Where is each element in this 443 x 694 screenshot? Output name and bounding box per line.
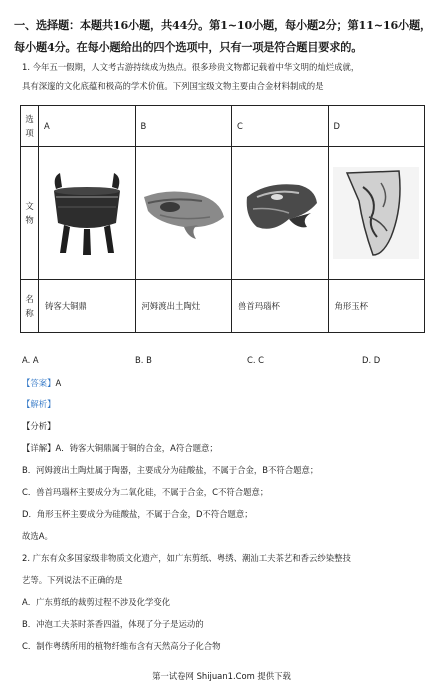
detail-line: 【详解】A．铸客大铜鼎属于铜的合金，A符合题意； — [22, 443, 218, 453]
q2-line: 艺等。下列说法不正确的是 — [22, 575, 123, 585]
q2-option-line: B．冲泡工夫茶时茶香四溢，体现了分子是运动的 — [22, 619, 204, 629]
q1-intro-line-2: 具有深邃的文化底蕴和极高的学术价值。下列国宝级文物主要由合金材料制成的是 — [22, 81, 324, 91]
q2-option-line: A．广东剪纸的裁剪过程不涉及化学变化 — [22, 597, 171, 607]
q2-option-line: C．制作粤绣所用的植物纤维布含有天然高分子化合物 — [22, 641, 221, 651]
detail-line: C．兽首玛瑙杯主要成分为二氧化硅，不属于合金，C不符合题意； — [22, 487, 269, 497]
relic-cell-b — [135, 147, 232, 280]
q2-line: 2. 广东有众多国家级非物质文化遗产，如广东剪纸、粤绣、潮汕工夫茶艺和香云纱染整技 — [22, 553, 351, 563]
row-label-option — [21, 106, 39, 147]
relic-name-d: 角形玉杯 — [328, 280, 425, 333]
choice-c: C. C — [247, 355, 265, 365]
answer-line — [22, 377, 61, 389]
choice-a: A. A — [22, 355, 39, 365]
analysis-tag: 【解析】 — [22, 399, 56, 409]
option-header-a: A — [39, 106, 136, 147]
relic-name-b: 河姆渡出土陶灶 — [135, 280, 232, 333]
detail-line: B．河姆渡出土陶灶属于陶器，主要成分为硅酸盐，不属于合金，B不符合题意； — [22, 465, 319, 475]
relic-name-a: 铸客大铜鼎 — [39, 280, 136, 333]
choice-d: D. D — [362, 355, 381, 365]
detail-line: D．角形玉杯主要成分为硅酸盐，不属于合金，D不符合题意； — [22, 509, 253, 519]
q1-intro-line-1: 1. 今年五一假期，人文考古游持续成为热点。很多珍贵文物都记载着中华文明的灿烂成就， — [22, 62, 360, 72]
relic-cell-a — [39, 147, 136, 280]
answer-tag: 【答案】 — [22, 378, 56, 388]
row-label-name-text: 名称 — [25, 294, 34, 318]
option-header-b: B — [135, 106, 232, 147]
page-footer: 第一试卷网 Shijuan1.Com 提供下载 — [152, 671, 291, 681]
row-label-option-text: 选项 — [25, 114, 34, 138]
fenxi-tag: 【分析】 — [22, 421, 56, 431]
choice-b: B. B — [135, 355, 152, 365]
option-row — [21, 106, 425, 147]
relic-image-row — [21, 147, 425, 280]
relic-cell-c — [232, 147, 329, 280]
relic-name-c: 兽首玛瑙杯 — [232, 280, 329, 333]
row-label-name — [21, 280, 39, 333]
row-label-relic — [21, 147, 39, 280]
agate-cup-image — [237, 167, 323, 259]
jade-horn-cup-image — [333, 167, 419, 259]
option-header-d: D — [328, 106, 425, 147]
answer-value: A — [55, 378, 62, 388]
detail-line: 故选A。 — [22, 531, 53, 541]
section-heading: 一、选择题：本题共16小题，共44分。第1~10小题，每小题2分；第11~16小题，每小题4分。在每小题给出的四个选项中，只有一项是符合题目要求的。 — [14, 18, 432, 54]
option-header-c: C — [232, 106, 329, 147]
relic-cell-d — [328, 147, 425, 280]
relic-table — [20, 105, 425, 333]
relic-name-row — [21, 280, 425, 333]
row-label-relic-text: 文物 — [25, 201, 34, 225]
bronze-ding-image — [46, 167, 128, 259]
pottery-stove-image — [140, 167, 226, 259]
